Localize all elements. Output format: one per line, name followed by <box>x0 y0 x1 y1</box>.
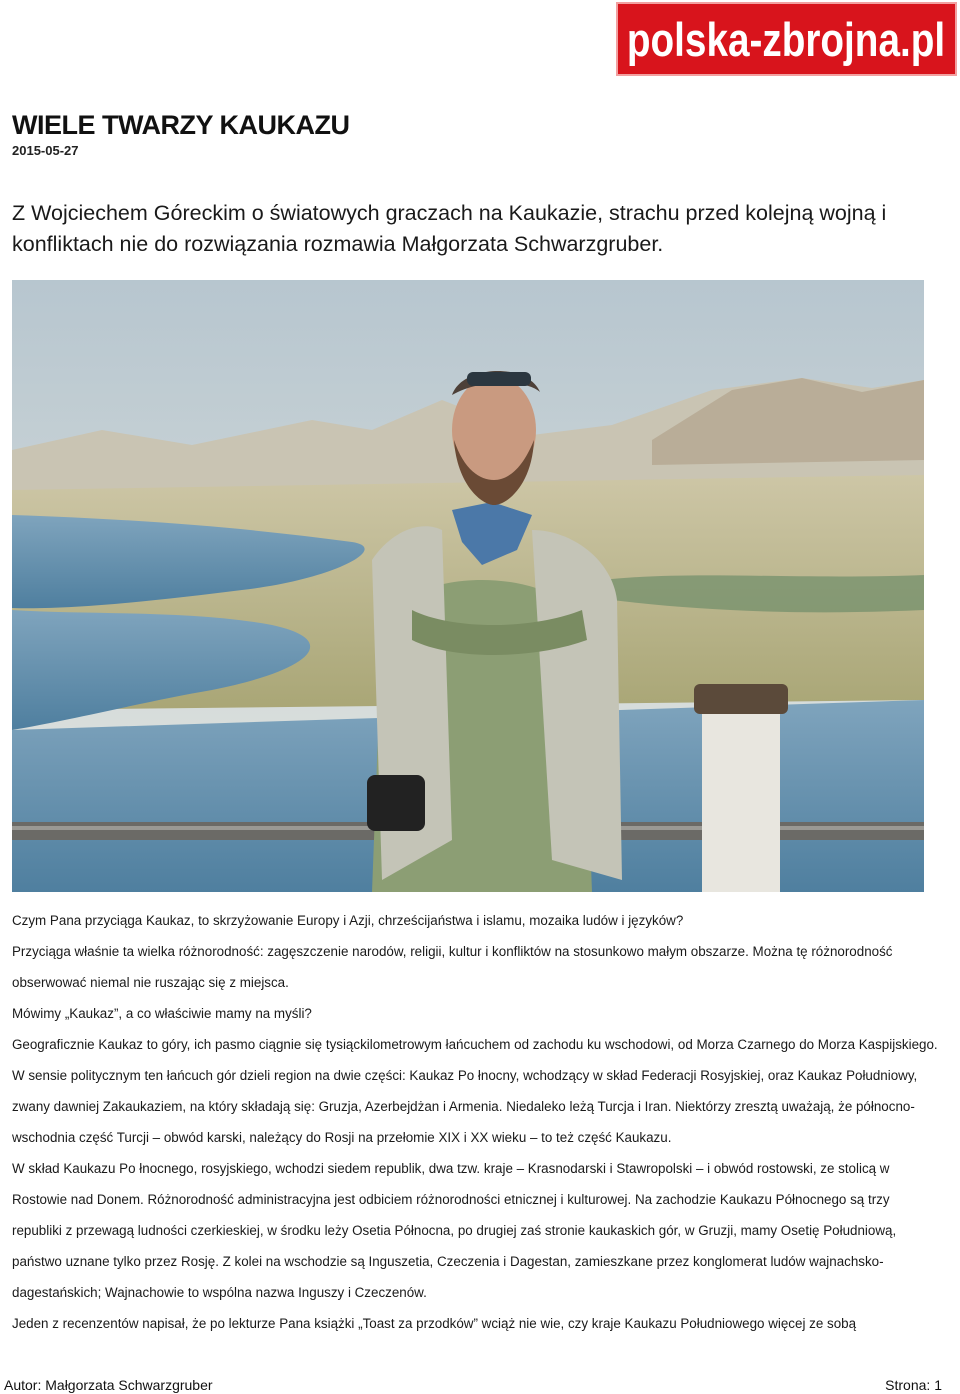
article-title: WIELE TWARZY KAUKAZU <box>12 110 350 140</box>
question-paragraph: Mówimy „Kaukaz”, a co właściwie mamy na myśli? <box>12 1006 312 1021</box>
question-paragraph: Jeden z recenzentów napisał, że po lekturze Pana książki „Toast za przodków” wciąż nie wie, czy kraje Kaukazu Południowego więcej ze sobą <box>12 1316 857 1331</box>
logo-graphic <box>618 4 955 74</box>
article-lead: Z Wojciechem Góreckim o światowych graczach na Kaukazie, strachu przed kolejną wojną i konfliktach nie do rozwiązania rozmawia Małgorzata Schwarzgruber. <box>12 201 887 256</box>
site-logo[interactable] <box>616 2 957 76</box>
footer-page-number: Strona: 1 <box>885 1377 942 1393</box>
answer-paragraph: Geograficznie Kaukaz to góry, ich pasmo ciągnie się tysiąckilometrowym łańcuchem od zachodu ku wschodowi, od Morza Czarnego do Morza Kaspijskiego. W sensie politycznym ten łańcuch gór dzieli region na dwie części: Kaukaz Po łnocny, wchodzący w skład Federacji Rosyjskiej, oraz Kaukaz Południowy, zwany dawniej Zakaukaziem, na który składają się: Gruzja, Azerbejdżan i Armenia. Niedaleko leżą Turcja i Iran. Niektórzy zresztą uważają, że północno-wschodnia część Turcji – obwód karski, należący do Rosji na przełomie XIX i XX wieku – to też część Kaukazu. <box>12 1037 938 1145</box>
article-body <box>12 905 942 1339</box>
answer-paragraph: Przyciąga właśnie ta wielka różnorodność: zagęszczenie narodów, religii, kultur i konfliktów na stosunkowo małym obszarze. Można tę różnorodność obserwować niemal nie ruszając się z miejsca. <box>12 944 893 990</box>
footer-author: Autor: Małgorzata Schwarzgruber <box>4 1377 213 1393</box>
answer-paragraph: W skład Kaukazu Po łnocnego, rosyjskiego, wchodzi siedem republik, dwa tzw. kraje – Krasnodarski i Stawropolski – i obwód rostowski, ze stolicą w Rostowie nad Donem. Różnorodność administracyjna jest odbiciem różnorodności etnicznej i kulturowej. Na zachodzie Kaukazu Północnego są trzy republiki z przewagą ludności czerkieskiej, w środku leży Osetia Północna, po drugiej zaś stronie kaukaskich gór, w Gruzji, mamy Osetię Południową, państwo uznane tylko przez Rosję. Z kolei na wschodzie są Inguszetia, Czeczenia i Dagestan, zamieszkane przez konglomerat ludów wajnachsko-dagestańskich; Wajnachowie to wspólna nazwa Inguszy i Czeczenów. <box>12 1161 897 1300</box>
article-date: 2015-05-27 <box>12 143 79 158</box>
question-paragraph: Czym Pana przyciąga Kaukaz, to skrzyżowanie Europy i Azji, chrześcijaństwa i islamu, mozaika ludów i języków? <box>12 913 684 928</box>
article-photo <box>12 280 924 892</box>
logo-text: polska-zbrojna.pl <box>626 13 946 67</box>
photo-illustration <box>12 280 924 892</box>
